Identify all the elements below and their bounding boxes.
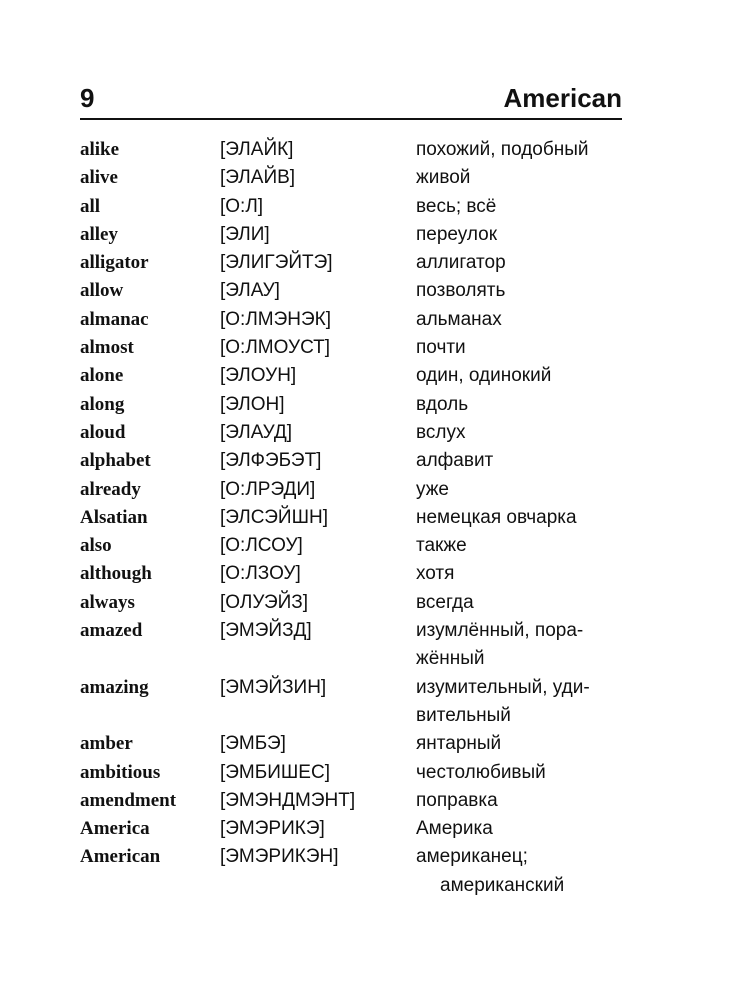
headword: amber xyxy=(80,733,133,755)
headword: all xyxy=(80,195,101,217)
translation-line: похожий, подобный xyxy=(416,139,589,160)
dictionary-entry xyxy=(80,787,622,815)
translation-line: честолюбивый xyxy=(416,761,546,783)
dictionary-entry xyxy=(80,221,622,249)
translation-line: вдоль xyxy=(416,393,469,415)
translation-line: немецкая овчарка xyxy=(416,506,577,528)
translation-line: изумлённый, пора- xyxy=(416,620,584,642)
headword: alive xyxy=(80,167,118,189)
pronunciation: [ЭЛОН] xyxy=(220,393,285,415)
dictionary-entry xyxy=(80,249,622,277)
dictionary-entry xyxy=(80,504,622,532)
pronunciation: [ЭМБЭ] xyxy=(220,733,286,755)
headword: ambitious xyxy=(80,761,161,783)
headword: American xyxy=(80,846,161,868)
dictionary-entry xyxy=(80,815,622,843)
pronunciation: [ЭМЭРИКЭ] xyxy=(220,818,325,840)
translation-line: весь; всё xyxy=(416,195,497,217)
translation-line: жённый xyxy=(416,648,485,670)
translation xyxy=(416,419,622,447)
translation-line: живой xyxy=(416,167,471,189)
headword: alley xyxy=(80,223,118,245)
dictionary-entry xyxy=(80,164,622,192)
pronunciation: [О:ЛРЭДИ] xyxy=(220,478,316,500)
translation-line: всегда xyxy=(416,591,474,613)
headword: aloud xyxy=(80,421,126,443)
page-header xyxy=(80,80,622,122)
translation xyxy=(416,759,622,787)
pronunciation: [ЭМЭЙЗИН] xyxy=(220,676,327,698)
dictionary-entry xyxy=(80,391,622,419)
entry-list xyxy=(80,136,622,900)
dictionary-entry xyxy=(80,730,622,758)
headword: Alsatian xyxy=(80,506,148,528)
headword: almanac xyxy=(80,308,149,330)
dictionary-entry xyxy=(80,362,622,390)
translation xyxy=(416,193,622,221)
dictionary-entry xyxy=(80,419,622,447)
translation-line: изумительный, уди- xyxy=(416,676,590,698)
pronunciation: [О:ЛМОУСТ] xyxy=(220,337,331,359)
translation xyxy=(416,249,622,277)
translation xyxy=(416,306,622,334)
translation xyxy=(416,617,622,674)
pronunciation: [ЭМБИШЕС] xyxy=(220,761,330,783)
translation-line: алфавит xyxy=(416,450,494,472)
header-rule xyxy=(80,118,622,120)
headword: amazing xyxy=(80,676,149,698)
dictionary-entry xyxy=(80,193,622,221)
dictionary-entry xyxy=(80,447,622,475)
pronunciation: [О:Л] xyxy=(220,195,264,217)
dictionary-entry xyxy=(80,617,622,674)
translation-line: вслух xyxy=(416,421,466,443)
pronunciation: [ЭМЭНДМЭНТ] xyxy=(220,789,356,811)
dictionary-entry xyxy=(80,476,622,504)
headword: almost xyxy=(80,337,134,359)
pronunciation: [О:ЛЗОУ] xyxy=(220,563,301,585)
translation-line: почти xyxy=(416,337,466,359)
headword: alone xyxy=(80,365,124,387)
translation-line: американец; xyxy=(416,846,528,868)
pronunciation: [О:ЛМЭНЭК] xyxy=(220,308,332,330)
translation xyxy=(416,334,622,362)
translation xyxy=(416,504,622,532)
dictionary-entry xyxy=(80,306,622,334)
pronunciation: [ЭЛАУ] xyxy=(220,280,280,302)
translation-line: аллигатор xyxy=(416,252,506,274)
pronunciation: [ЭМЭЙЗД] xyxy=(220,620,312,642)
pronunciation: [О:ЛСОУ] xyxy=(220,535,303,557)
translation xyxy=(416,532,622,560)
translation xyxy=(416,362,622,390)
pronunciation: [ЭЛОУН] xyxy=(220,365,297,387)
translation-line: один, одинокий xyxy=(416,365,552,387)
translation xyxy=(416,787,622,815)
translation-line: американский xyxy=(440,874,565,896)
dictionary-entry xyxy=(80,843,622,900)
headword: alike xyxy=(80,139,120,160)
translation-line: Америка xyxy=(416,818,493,840)
pronunciation: [ЭЛАУД] xyxy=(220,421,292,443)
translation-line: переулок xyxy=(416,223,498,245)
translation xyxy=(416,447,622,475)
translation-line: вительный xyxy=(416,704,511,726)
translation-line: янтарный xyxy=(416,733,502,755)
pronunciation: [ЭМЭРИКЭН] xyxy=(220,846,339,868)
headword: allow xyxy=(80,280,124,302)
pronunciation: [ЭЛФЭБЭТ] xyxy=(220,450,322,472)
running-head: American xyxy=(503,83,622,113)
translation-line: поправка xyxy=(416,789,498,811)
translation-line: уже xyxy=(416,478,449,500)
dictionary-entry xyxy=(80,560,622,588)
translation xyxy=(416,815,622,843)
dictionary-entry xyxy=(80,674,622,731)
translation xyxy=(416,730,622,758)
translation xyxy=(416,136,622,164)
headword: always xyxy=(80,591,135,613)
translation-line: также xyxy=(416,535,467,557)
translation xyxy=(416,843,622,900)
translation xyxy=(416,560,622,588)
headword: along xyxy=(80,393,125,415)
translation-line: альманах xyxy=(416,308,502,330)
pronunciation: [ЭЛИ] xyxy=(220,223,270,245)
translation xyxy=(416,589,622,617)
translation xyxy=(416,476,622,504)
dictionary-entry xyxy=(80,277,622,305)
headword: alphabet xyxy=(80,450,151,472)
headword: already xyxy=(80,478,141,500)
translation xyxy=(416,674,622,731)
translation xyxy=(416,164,622,192)
dictionary-entry xyxy=(80,759,622,787)
pronunciation: [ЭЛАЙК] xyxy=(220,139,294,160)
translation-line: позволять xyxy=(416,280,506,302)
dictionary-entry xyxy=(80,589,622,617)
headword: amazed xyxy=(80,620,143,642)
dictionary-entry xyxy=(80,532,622,560)
pronunciation: [ЭЛСЭЙШН] xyxy=(220,506,329,528)
translation-line: хотя xyxy=(416,563,455,585)
translation xyxy=(416,221,622,249)
dictionary-entry xyxy=(80,334,622,362)
pronunciation: [ОЛУЭЙЗ] xyxy=(220,591,309,613)
dictionary-entry xyxy=(80,136,622,164)
dictionary-page xyxy=(80,80,622,900)
headword: America xyxy=(80,818,150,840)
headword: although xyxy=(80,563,152,585)
translation xyxy=(416,277,622,305)
translation xyxy=(416,391,622,419)
page-number: 9 xyxy=(80,83,95,113)
headword: also xyxy=(80,535,112,557)
pronunciation: [ЭЛАЙВ] xyxy=(220,167,296,189)
headword: alligator xyxy=(80,252,149,274)
pronunciation: [ЭЛИГЭЙТЭ] xyxy=(220,252,333,274)
headword: amendment xyxy=(80,789,177,811)
